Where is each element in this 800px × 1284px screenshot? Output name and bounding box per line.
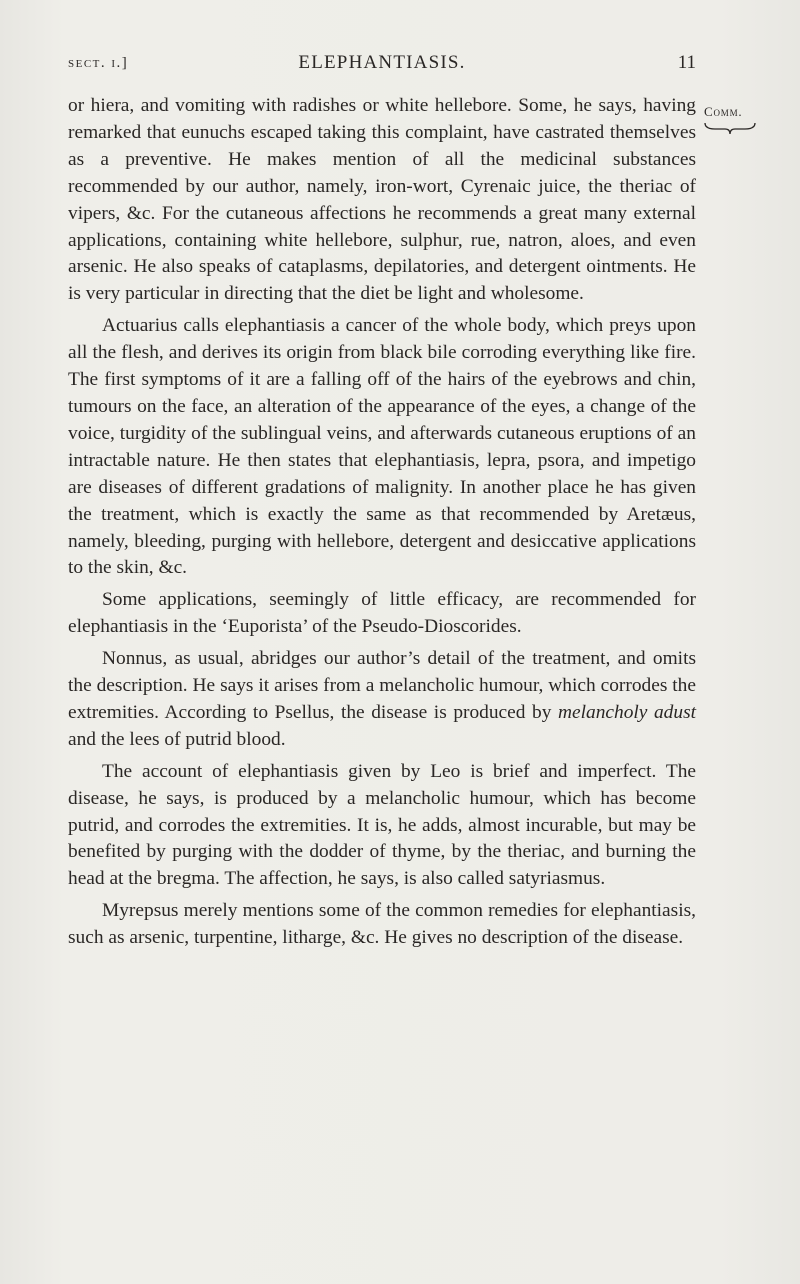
paragraph-text: and the lees of putrid blood. — [68, 728, 286, 750]
paragraph-text: Actuarius calls elephantiasis a cancer of the whole body, which preys upon all the flesh, and derives its origin from black bile corroding everything like fire. The first symptoms of it are a falling off of the hairs of the eyebrows and chin, tumours on the face, an alteration of the appearance of the eyes, a change of the voice, turgidity of the sublingual veins, and afterwards cutaneous eruptions of an intractable nature. He then states that elephantiasis, lepra, psora, and impetigo are diseases of different gradations of malignity. In another place he has given the treatment, which is exactly the same as that recommended by Aretæus, namely, bleeding, purging with hellebore, detergent and desiccative applications to the skin, &c. — [68, 315, 696, 579]
paragraph — [68, 646, 696, 754]
section-label: sect. i.] — [68, 55, 129, 71]
page-number: 11 — [677, 52, 696, 73]
running-header — [68, 52, 696, 78]
paragraph — [68, 759, 696, 894]
paragraph — [68, 898, 696, 952]
paragraph-text: Nonnus, as usual, abridges our author’s detail of the treatment, and omits the description. He says it arises from a melancholic humour, which corrodes the extremities. According to Psellus, the disease is produced by — [68, 648, 696, 723]
paragraph — [68, 313, 696, 582]
page-title: ELEPHANTIASIS. — [298, 52, 466, 73]
paragraph — [68, 93, 696, 308]
paragraph-text: Some applications, seemingly of little efficacy, are recommended for elephantiasis in the ‘Euporista’ of the Pseudo-Dioscorides. — [68, 589, 696, 638]
margin-note: Comm. — [704, 104, 743, 119]
brace-icon — [703, 120, 757, 136]
paragraph-text: Myrepsus merely mentions some of the common remedies for elephantiasis, such as arsenic, turpentine, litharge, &c. He gives no description of the disease. — [68, 900, 696, 949]
paragraph-text: The account of elephantiasis given by Leo is brief and imperfect. The disease, he says, is produced by a melancholic humour, which has become putrid, and corrodes the extremities. It is, he adds, almost incurable, but may be benefited by purging with the dodder of thyme, by the theriac, and burning the head at the bregma. The affection, he says, is also called satyriasmus. — [68, 760, 696, 890]
paragraph-text: or hiera, and vomiting with radishes or white hellebore. Some, he says, having remarked that eunuchs escaped taking this complaint, have castrated themselves as a preventive. He makes mention of all the medicinal substances recommended by our author, namely, iron-wort, Cyrenaic juice, the theriac of vipers, &c. For the cutaneous affections he recommends a great many external applications, containing white hellebore, sulphur, rue, natron, aloes, and even arsenic. He also speaks of cataplasms, depilatories, and detergent ointments. He is very particular in directing that the diet be light and wholesome. — [68, 95, 696, 305]
paragraph — [68, 587, 696, 641]
italic-phrase: melancholy adust — [558, 701, 697, 723]
body-text — [68, 93, 696, 957]
